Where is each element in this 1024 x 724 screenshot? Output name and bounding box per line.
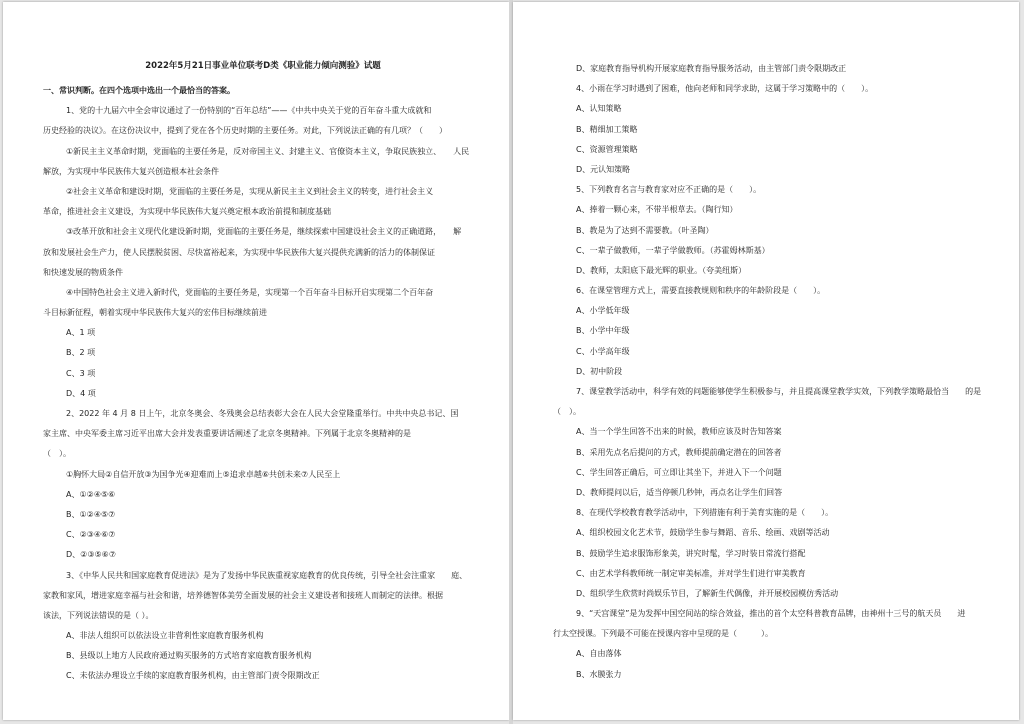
answer-option: A、小学低年级 xyxy=(576,306,630,316)
text-line: 4、小雨在学习时遇到了困难，他向老师和同学求助，这属于学习策略中的（ ）。 xyxy=(576,84,874,94)
answer-option: D、②③⑤⑥⑦ xyxy=(66,550,117,560)
answer-option: D、教师，太阳底下最光辉的职业。（夸美纽斯） xyxy=(576,265,747,275)
answer-option: A、1 项 xyxy=(66,328,96,338)
answer-option: B、教是为了达到不需要教。（叶圣陶） xyxy=(576,225,714,235)
answer-option: C、资源管理策略 xyxy=(576,144,638,154)
answer-option: D、4 项 xyxy=(66,388,96,398)
answer-option: B、小学中年级 xyxy=(576,326,630,336)
answer-option: A、当一个学生回答不出来的时候，教师应该及时告知答案 xyxy=(576,427,782,437)
text-line: 3、《中华人民共和国家庭教育促进法》是为了发扬中华民族重视家庭教育的优良传统，引导全社会注重家 庭、 xyxy=(66,570,468,580)
answer-option: B、①②④⑤⑦ xyxy=(66,509,116,519)
text-line: ②社会主义革命和建设时期，党面临的主要任务是，实现从新民主主义到社会主义的转变，进行社会主义 xyxy=(66,186,434,196)
document-page-left xyxy=(3,2,509,720)
answer-option: C、由艺术学科教师统一制定审美标准，并对学生们进行审美教育 xyxy=(576,568,806,578)
answer-option: D、元认知策略 xyxy=(576,164,631,174)
text-line: 历史经验的决议》。在这份决议中，提到了党在各个历史时期的主要任务。对此，下列说法正确的有几项？（ ） xyxy=(43,126,447,136)
text-line: 8、在现代学校教育教学活动中，下列措施有利于美育实施的是（ ）。 xyxy=(576,508,834,518)
text-line: ①新民主主义革命时期，党面临的主要任务是，反对帝国主义、封建主义、官僚资本主义，争取民族独立、 人民 xyxy=(66,146,470,156)
text-line: ④中国特色社会主义进入新时代，党面临的主要任务是，实现第一个百年奋斗目标开启实现第二个百年奋 xyxy=(66,287,434,297)
answer-option: C、学生回答正确后，可立即让其坐下，并进入下一个问题 xyxy=(576,467,782,477)
left-page-body xyxy=(43,81,491,687)
answer-option: C、②③④⑥⑦ xyxy=(66,530,116,540)
answer-option: A、捧着一颗心来，不带半根草去。（陶行知） xyxy=(576,205,738,215)
answer-option: A、非法人组织可以依法设立非营利性家庭教育服务机构 xyxy=(66,631,264,641)
text-line: 2、2022 年 4 月 8 日上午，北京冬奥会、冬残奥会总结表彰大会在人民大会堂隆重举行。中共中央总书记、国 xyxy=(66,409,459,418)
text-line: 革命，推进社会主义建设，为实现中华民族伟大复兴奠定根本政治前提和制度基础 xyxy=(43,207,331,217)
text-line: 家教和家风，增进家庭幸福与社会和谐，培养德智体美劳全面发展的社会主义建设者和接班人而制定的法律。根据 xyxy=(43,590,443,600)
text-line: （ ）。 xyxy=(553,407,581,417)
text-line: 斗目标新征程，朝着实现中华民族伟大复兴的宏伟目标继续前进 xyxy=(43,308,267,318)
text-line: 行太空授课。下列最不可能在授课内容中呈现的是（ ）。 xyxy=(553,629,773,639)
text-line: 7、课堂教学活动中，科学有效的问题能够使学生积极参与，并且提高课堂教学实效，下列教学策略最恰当 的是 xyxy=(576,387,982,396)
text-line: 家主席、中央军委主席习近平出席大会并发表重要讲话阐述了北京冬奥精神。下列属于北京冬奥精神的是 xyxy=(43,429,411,439)
answer-option: C、小学高年级 xyxy=(576,346,630,356)
text-line: ③改革开放和社会主义现代化建设新时期，党面临的主要任务是，继续探索中国建设社会主义的正确道路， 解 xyxy=(66,227,462,237)
answer-option: D、初中阶段 xyxy=(576,366,623,376)
answer-option: B、鼓励学生追求服饰形象美，讲究时髦，学习时装日常流行搭配 xyxy=(576,548,806,558)
answer-option: C、3 项 xyxy=(66,368,96,378)
answer-option: D、家庭教育指导机构开展家庭教育指导服务活动，由主管部门责令限期改正 xyxy=(576,64,847,73)
document-page-right xyxy=(513,2,1019,720)
text-line: 6、在课堂管理方式上，需要直接教规则和秩序的年龄阶段是（ ）。 xyxy=(576,286,826,296)
text-line: 放和发展社会生产力，使人民摆脱贫困、尽快富裕起来，为实现中华民族伟大复兴提供充满新的活力的体制保证 xyxy=(43,247,435,257)
answer-option: A、①②④⑤⑥ xyxy=(66,489,116,499)
text-line: 该法，下列说法错误的是（ ）。 xyxy=(43,610,154,620)
answer-option: A、组织校园文化艺术节，鼓励学生参与舞蹈、音乐、绘画、戏剧等活动 xyxy=(576,528,830,538)
answer-option: B、水膜张力 xyxy=(576,669,622,679)
text-line: 1、党的十九届六中全会审议通过了一份特别的“百年总结”——《中共中央关于党的百年奋斗重大成就和 xyxy=(66,106,432,116)
answer-option: B、采用先点名后提问的方式，教师提前确定潜在的回答者 xyxy=(576,447,782,457)
answer-option: D、组织学生欣赏时尚娱乐节目，了解新生代偶像，并开展校园模仿秀活动 xyxy=(576,588,839,598)
text-line: （ ）。 xyxy=(43,449,71,459)
right-page-body xyxy=(553,59,1003,685)
answer-option: C、一辈子做教师，一辈子学做教师。（苏霍姆林斯基） xyxy=(576,245,770,255)
text-line: 和快速发展的物质条件 xyxy=(43,267,123,277)
text-line: ①胸怀大局②自信开放③为国争光④迎难而上⑤追求卓越⑥共创未来⑦人民至上 xyxy=(66,469,341,479)
answer-option: A、认知策略 xyxy=(576,104,622,114)
answer-option: B、县级以上地方人民政府通过购买服务的方式培育家庭教育服务机构 xyxy=(66,651,312,661)
text-line: 解放，为实现中华民族伟大复兴创造根本社会条件 xyxy=(43,166,219,176)
answer-option: A、自由落体 xyxy=(576,649,622,659)
text-line: 5、下列教育名言与教育家对应不正确的是（ ）。 xyxy=(576,185,762,195)
answer-option: B、2 项 xyxy=(66,348,96,358)
text-line: 9、“天宫课堂”是为发挥中国空间站的综合效益，推出的首个太空科普教育品牌，由神州十三号的航天员 进 xyxy=(576,609,966,619)
answer-option: D、教师提问以后，适当停顿几秒钟，再点名让学生们回答 xyxy=(576,487,783,497)
section-heading: 一、常识判断。在四个选项中选出一个最恰当的答案。 xyxy=(43,86,235,95)
answer-option: C、未依法办理设立手续的家庭教育服务机构，由主管部门责令限期改正 xyxy=(66,671,320,681)
document-title: 2022年5月21日事业单位联考D类《职业能力倾向测验》试题 xyxy=(145,61,381,71)
answer-option: B、精细加工策略 xyxy=(576,124,638,134)
